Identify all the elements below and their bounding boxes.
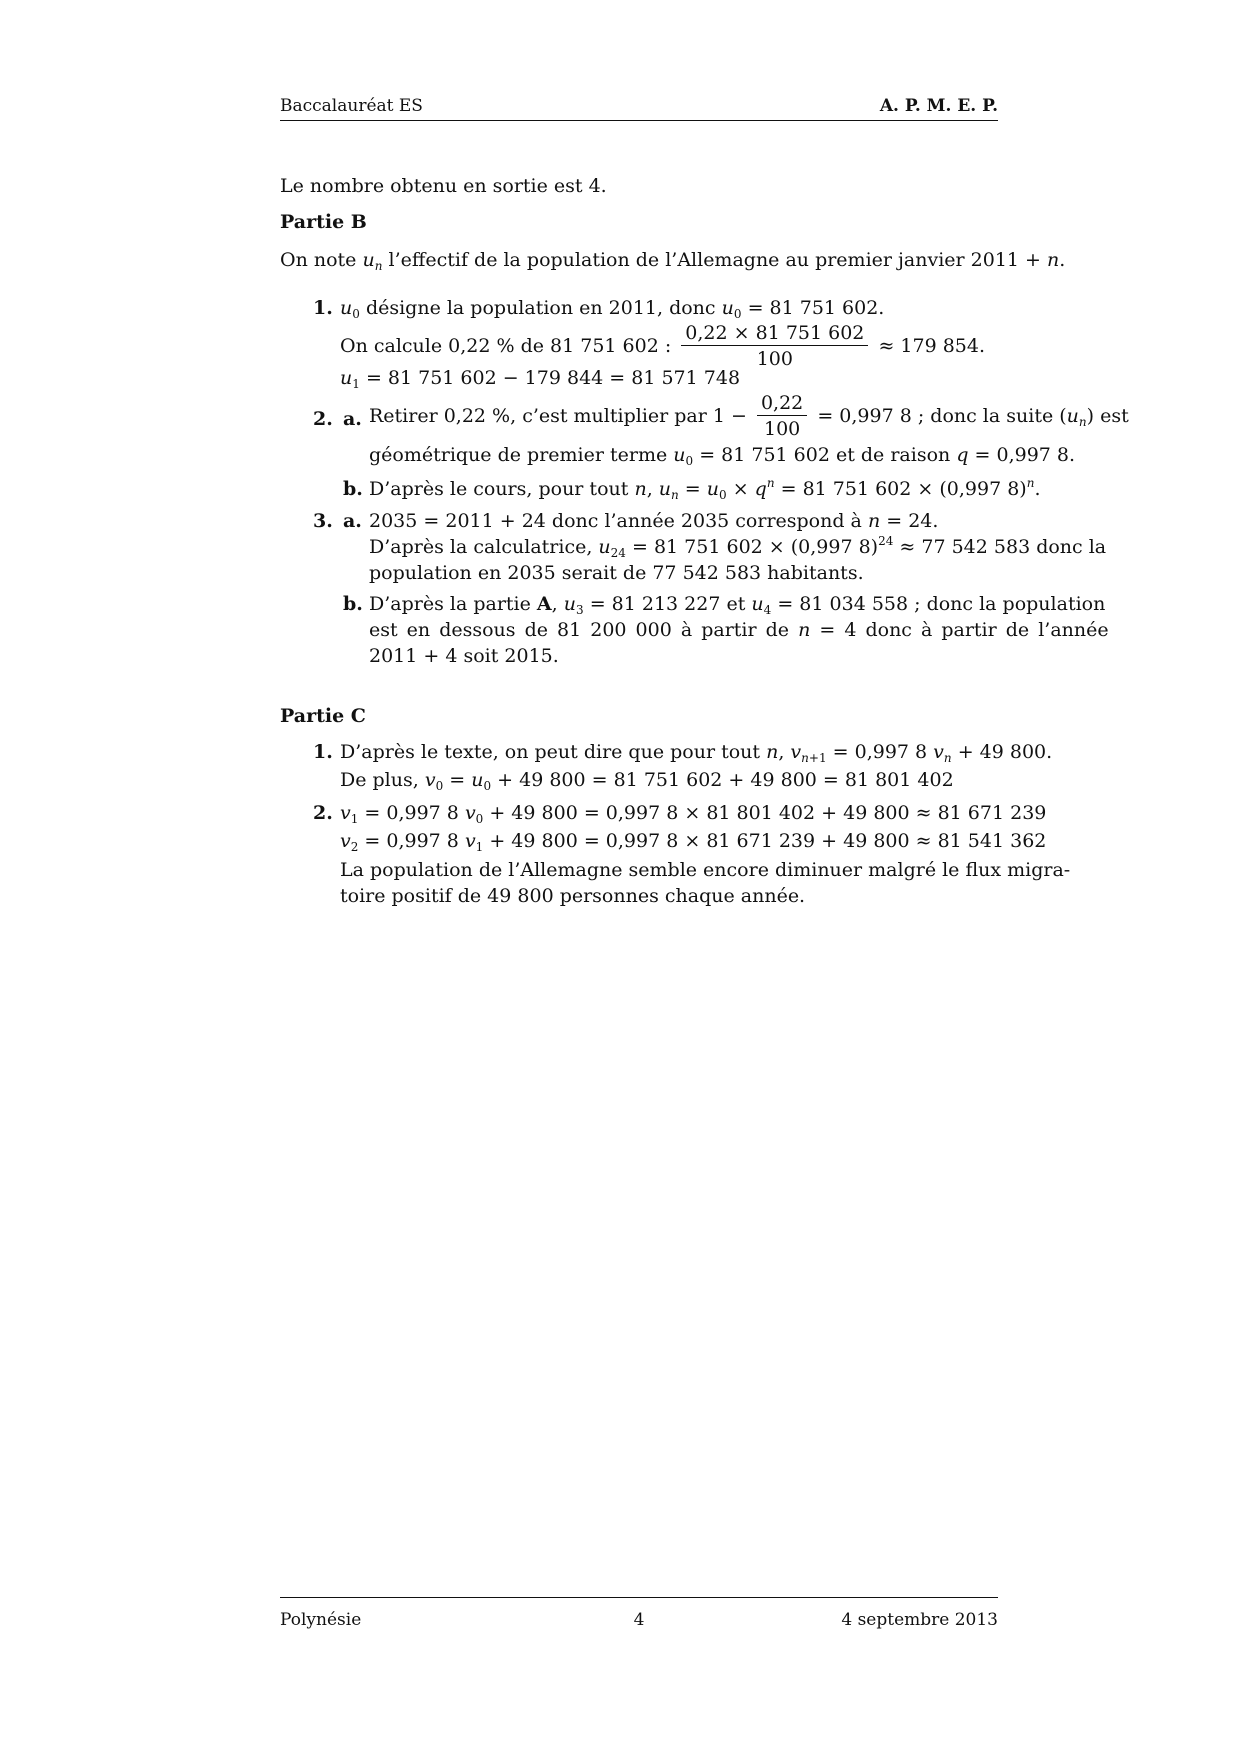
partB-q3a-line1: 2035 = 2011 + 24 donc l’année 2035 correspond à n = 24. <box>369 510 939 532</box>
footer-left: Polynésie <box>280 1610 362 1630</box>
partC-q2-line4: toire positif de 49 800 personnes chaque année. <box>340 885 806 907</box>
partB-q3a-line2: D’après la calculatrice, $u_{24} = 81$ 751 602 × (0,997 8)$^{24}$ ≈ 77 542 583 donc la <box>369 534 1107 560</box>
page-header <box>280 96 998 121</box>
partB-q3a-line3: population en 2035 serait de 77 542 583 habitants. <box>369 562 864 584</box>
partB-q3b-line3: 2011 + 4 soit 2015. <box>369 645 559 667</box>
partB-q3b-line1: D’après la partie A, $u_3 = 81$ 213 227 et $u_4 = 81$ 034 558 ; donc la population <box>369 593 1106 617</box>
fraction: $\frac{0,22}{100}$ <box>757 392 807 440</box>
partC-q2-line1: $v_1 = 0,997$ 8 $v_0 + 49$ 800 = 0,997 8 × 81 801 402 + 49 800 ≈ 81 671 239 <box>340 802 1047 826</box>
partC-q1-number: 1. <box>313 741 333 763</box>
header-left: Baccalauréat ES <box>280 96 423 116</box>
partB-q2b-line: D’après le cours, pour tout n, $u_n = u_0 \times q^n = 81$ 751 602 × (0,997 8)$^n$. <box>369 476 1041 502</box>
partC-q2-line2: $v_2 = 0,997$ 8 $v_1 + 49$ 800 = 0,997 8 × 81 671 239 + 49 800 ≈ 81 541 362 <box>340 830 1047 854</box>
partB-q3-number: 3. <box>313 510 333 532</box>
partB-intro: On note $u_n$ l’effectif de la population de l’Allemagne au premier janvier 2011 + n. <box>280 249 1066 273</box>
partB-title: Partie B <box>280 211 367 233</box>
fraction: $\frac{0,22 \times 81 751 602}{100}$ <box>681 322 868 370</box>
partB-q1-line1: $u_0$ désigne la population en 2011, donc $u_0 = 81$ 751 602. <box>340 297 885 321</box>
partC-q1-line2: De plus, $v_0 = u_0 + 49$ 800 = 81 751 602 + 49 800 = 81 801 402 <box>340 769 954 793</box>
partB-q2-number: 2. <box>313 408 333 430</box>
page-number: 4 <box>633 1610 645 1630</box>
partB-q1-line2: On calcule 0,22 % de 81 751 602 : $\frac{0,22 \times 81 751 602}{100}$ ≈ 179 854. <box>340 322 986 370</box>
partB-q2b-label: b. <box>343 478 363 500</box>
partC-q1-line1: D’après le texte, on peut dire que pour tout n, $v_{n+1} = 0,997$ 8 $v_n + 49$ 800. <box>340 741 1053 765</box>
header-right: A. P. M. E. P. <box>879 96 998 116</box>
partC-q2-line3: La population de l’Allemagne semble encore diminuer malgré le flux migra- <box>340 859 1071 881</box>
partB-q2a-line1: Retirer 0,22 %, c’est multiplier par 1 − $\frac{0,22}{100}$ = 0,997 8 ; donc la suite $(u_n)$ est <box>369 392 1129 440</box>
footer-right: 4 septembre 2013 <box>841 1610 998 1630</box>
partB-q1-number: 1. <box>313 297 333 319</box>
partC-q2-number: 2. <box>313 802 333 824</box>
partB-q1-line3: $u_1 = 81$ 751 602 − 179 844 = 81 571 748 <box>340 367 741 391</box>
partB-q2a-label: a. <box>343 408 362 430</box>
page-footer <box>280 1597 998 1629</box>
intro-text: Le nombre obtenu en sortie est 4. <box>280 175 607 197</box>
partB-q3a-label: a. <box>343 510 362 532</box>
partB-q3b-label: b. <box>343 593 363 615</box>
partB-q2a-line2: géométrique de premier terme $u_0 = 81$ 751 602 et de raison q = 0,997 8. <box>369 444 1076 468</box>
partB-q3b-line2: est en dessous de 81 200 000 à partir de n = 4 donc à partir de l’année <box>369 619 1109 641</box>
partC-title: Partie C <box>280 705 366 727</box>
